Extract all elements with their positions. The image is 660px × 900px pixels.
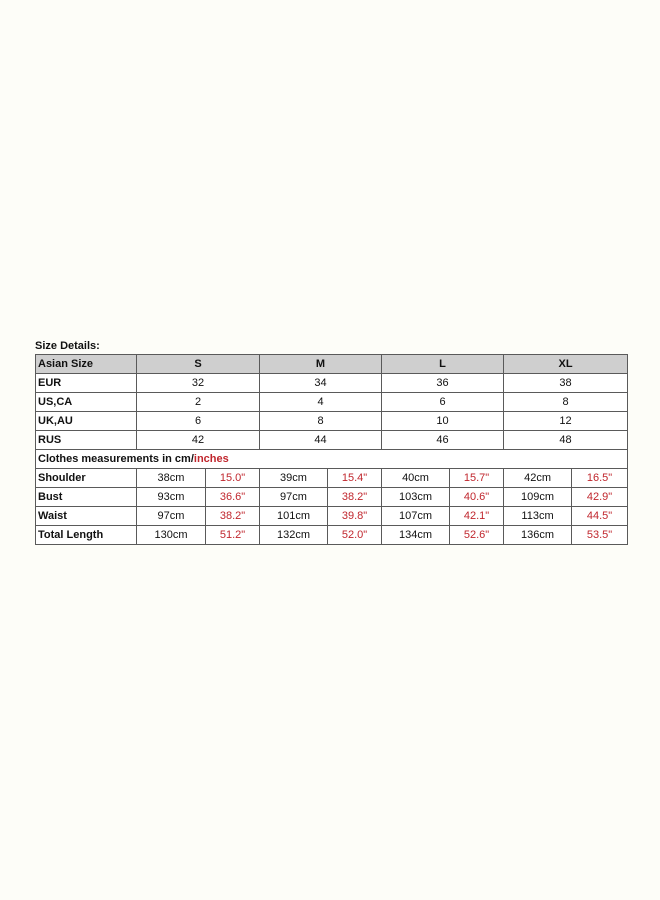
cm-cell: 39cm bbox=[260, 469, 328, 488]
table-row bbox=[36, 431, 628, 450]
inch-cell: 42.9" bbox=[572, 488, 628, 507]
size-chart bbox=[35, 339, 627, 545]
inch-cell: 15.7" bbox=[450, 469, 504, 488]
row-label: Total Length bbox=[36, 526, 137, 545]
table-cell: 36 bbox=[382, 374, 504, 393]
cm-cell: 107cm bbox=[382, 507, 450, 526]
cm-cell: 42cm bbox=[504, 469, 572, 488]
inch-cell: 40.6" bbox=[450, 488, 504, 507]
table-cell: 2 bbox=[137, 393, 260, 412]
inch-cell: 52.0" bbox=[328, 526, 382, 545]
table-cell: 6 bbox=[382, 393, 504, 412]
cm-cell: 113cm bbox=[504, 507, 572, 526]
size-header-l: L bbox=[382, 355, 504, 374]
table-cell: 32 bbox=[137, 374, 260, 393]
inch-cell: 36.6" bbox=[206, 488, 260, 507]
table-row bbox=[36, 526, 628, 545]
inch-cell: 38.2" bbox=[206, 507, 260, 526]
measurements-title-row bbox=[36, 450, 628, 469]
table-row bbox=[36, 469, 628, 488]
table-cell: 48 bbox=[504, 431, 628, 450]
cm-cell: 103cm bbox=[382, 488, 450, 507]
header-label: Asian Size bbox=[36, 355, 137, 374]
table-cell: 46 bbox=[382, 431, 504, 450]
cm-cell: 109cm bbox=[504, 488, 572, 507]
table-cell: 42 bbox=[137, 431, 260, 450]
table-cell: 10 bbox=[382, 412, 504, 431]
measurements-title bbox=[36, 450, 628, 469]
table-cell: 38 bbox=[504, 374, 628, 393]
measurements-title-inches: inches bbox=[193, 453, 229, 465]
table-cell: 4 bbox=[260, 393, 382, 412]
size-table bbox=[35, 354, 628, 545]
size-table-body bbox=[36, 355, 628, 545]
table-header-row bbox=[36, 355, 628, 374]
table-cell: 6 bbox=[137, 412, 260, 431]
size-header-xl: XL bbox=[504, 355, 628, 374]
cm-cell: 134cm bbox=[382, 526, 450, 545]
inch-cell: 52.6" bbox=[450, 526, 504, 545]
cm-cell: 130cm bbox=[137, 526, 206, 545]
cm-cell: 132cm bbox=[260, 526, 328, 545]
cm-cell: 101cm bbox=[260, 507, 328, 526]
row-label: Waist bbox=[36, 507, 137, 526]
cm-cell: 97cm bbox=[260, 488, 328, 507]
inch-cell: 39.8" bbox=[328, 507, 382, 526]
size-header-s: S bbox=[137, 355, 260, 374]
measurements-title-prefix: Clothes measurements in cm/ bbox=[38, 453, 194, 465]
inch-cell: 38.2" bbox=[328, 488, 382, 507]
table-row bbox=[36, 488, 628, 507]
row-label: EUR bbox=[36, 374, 137, 393]
cm-cell: 136cm bbox=[504, 526, 572, 545]
table-cell: 8 bbox=[504, 393, 628, 412]
cm-cell: 97cm bbox=[137, 507, 206, 526]
size-header-m: M bbox=[260, 355, 382, 374]
table-cell: 34 bbox=[260, 374, 382, 393]
inch-cell: 42.1" bbox=[450, 507, 504, 526]
row-label: Shoulder bbox=[36, 469, 137, 488]
table-cell: 12 bbox=[504, 412, 628, 431]
size-details-title: Size Details: bbox=[35, 340, 100, 352]
row-label: RUS bbox=[36, 431, 137, 450]
inch-cell: 15.0" bbox=[206, 469, 260, 488]
row-label: US,CA bbox=[36, 393, 137, 412]
table-row bbox=[36, 507, 628, 526]
table-cell: 44 bbox=[260, 431, 382, 450]
row-label: Bust bbox=[36, 488, 137, 507]
cm-cell: 93cm bbox=[137, 488, 206, 507]
table-row bbox=[36, 412, 628, 431]
inch-cell: 51.2" bbox=[206, 526, 260, 545]
cm-cell: 40cm bbox=[382, 469, 450, 488]
table-cell: 8 bbox=[260, 412, 382, 431]
inch-cell: 15.4" bbox=[328, 469, 382, 488]
inch-cell: 53.5" bbox=[572, 526, 628, 545]
cm-cell: 38cm bbox=[137, 469, 206, 488]
table-row bbox=[36, 374, 628, 393]
inch-cell: 44.5" bbox=[572, 507, 628, 526]
inch-cell: 16.5" bbox=[572, 469, 628, 488]
row-label: UK,AU bbox=[36, 412, 137, 431]
table-row bbox=[36, 393, 628, 412]
